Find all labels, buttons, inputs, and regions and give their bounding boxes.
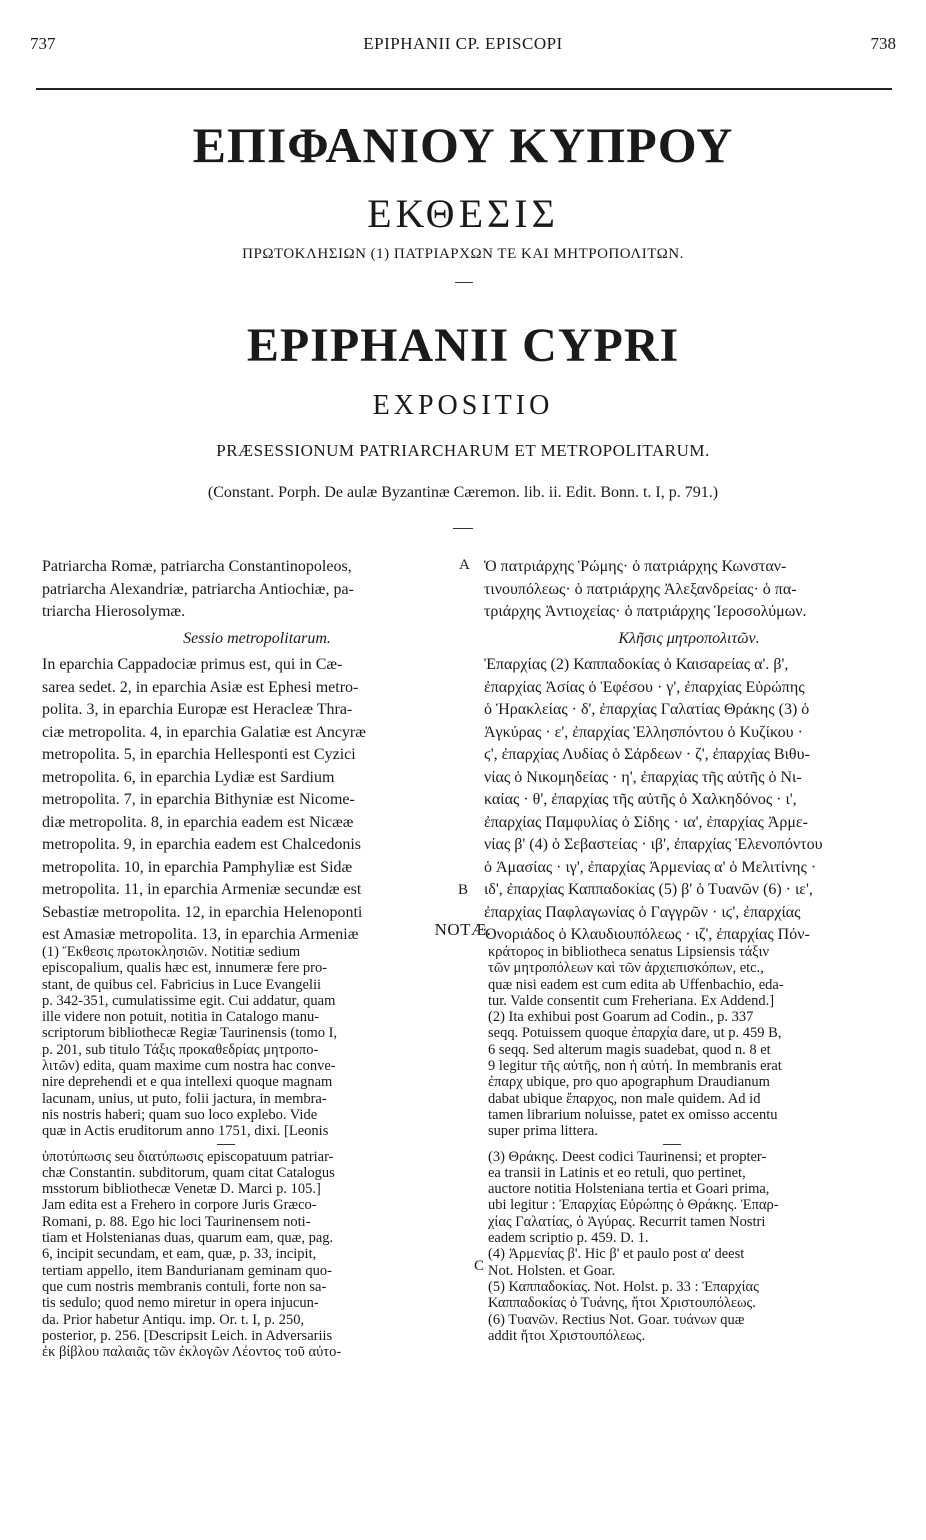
note-line: msstorum bibliothecæ Venetæ D. Marci p. 105.]	[42, 1181, 321, 1198]
note-line: (3) Θράκης. Deest codici Taurinensi; et propter-	[488, 1148, 767, 1165]
page-number-left: 737	[30, 34, 56, 53]
text-line: polita. 3, in eparchia Europæ est Heracleæ Thra-	[42, 701, 353, 718]
title-divider	[455, 282, 473, 283]
note-line: episcopalium, qualis hæc est, innumeræ fere pro-	[42, 960, 328, 977]
text-line: ἐπαρχίας Παφλαγωνίας ὁ Γαγγρῶν · ιϛ', ἐπαρχίας	[484, 903, 801, 921]
note-line: posterior, p. 256. [Descripsit Leich. in Adversariis	[42, 1327, 333, 1344]
note-line: Romani, p. 88. Ego hic loci Taurinensem noti-	[42, 1213, 311, 1230]
text-line: triarcha Hierosolymæ.	[42, 603, 186, 620]
text-line: ὁ Ἀμασίας · ιγ', ἐπαρχίας Ἀρμενίας α' ὁ Μελιτίνης ·	[484, 858, 817, 876]
margin-mark-a: A	[459, 557, 470, 573]
note-line: chæ Constantin. subditorum, quam citat Catalogus	[42, 1164, 335, 1181]
latin-main-title: EPIPHANII CYPRI	[246, 319, 680, 372]
note-line: stant, de quibus cel. Fabricius in Luce Evangelii	[42, 976, 322, 993]
note-line: tis sedulo; quod nemo miretur in opera injucun-	[42, 1295, 319, 1312]
running-head	[30, 34, 896, 56]
text-line: diæ metropolita. 8, in eparchia eadem est Nicææ	[42, 813, 354, 831]
latin-section-title: Sessio metropolitarum.	[183, 629, 331, 647]
note-line: 6, incipit secundam, et eam, quæ, p. 33, incipit,	[42, 1246, 317, 1263]
text-line: Patriarcha Romæ, patriarcha Constantinopoleos,	[42, 558, 352, 575]
note-line: ille videre non potuit, notitia in Catalogo manu-	[42, 1009, 320, 1026]
note-line: super prima littera.	[488, 1123, 598, 1140]
text-line: Ὁ πατριάρχης Ῥώμης· ὁ πατριάρχης Κωνσταν-	[484, 558, 787, 575]
note-line: nire deprehendi et e qua intellexi quoque magnam	[42, 1074, 333, 1091]
note-line: scriptorum bibliothecæ Regiæ Taurinensis (tomo I,	[42, 1025, 338, 1042]
text-line: ciæ metropolita. 4, in eparchia Galatiæ est Ancyræ	[42, 723, 366, 741]
notes-divider	[217, 1144, 235, 1145]
latin-body	[42, 654, 472, 947]
text-line: metropolita. 6, in eparchia Lydiæ est Sardium	[42, 768, 335, 786]
greek-subtitle: ΕΚΘΕΣΙΣ	[367, 191, 559, 236]
note-line: Jam edita est a Frehero in corpore Juris Græco-	[42, 1197, 317, 1214]
note-line: quæ nisi eadem est cum edita ab Uffenbachio, eda-	[488, 976, 784, 993]
note-line: (1) Ἔκθεσις πρωτοκλησιῶν. Notitiæ sedium	[42, 944, 301, 960]
note-line: que cum nostris membranis contuli, forte non sa-	[42, 1278, 327, 1295]
notes-left-part-b	[42, 1149, 470, 1361]
note-line: ἐκ βίβλου παλαιᾶς τῶν ἐκλογῶν Λέοντος τοῦ αὐτο-	[42, 1344, 342, 1361]
note-line: p. 201, sub titulo Τάξις προκαθεδρίας μητροπο-	[42, 1041, 319, 1058]
notes-divider	[663, 1144, 681, 1145]
text-line: metropolita. 9, in eparchia eadem est Chalcedonis	[42, 836, 361, 853]
text-line: est Amasiæ metropolita. 13, in eparchia Armeniæ	[42, 926, 359, 943]
notes-left-part-a	[42, 944, 470, 1140]
note-line: (2) Ita exhibui post Goarum ad Codin., p. 337	[488, 1009, 754, 1026]
header-rule	[36, 88, 892, 90]
note-line: seqq. Potuissem quoque ἐπαρχία dare, ut p. 459 B,	[488, 1025, 782, 1042]
text-line: τριάρχης Ἀντιοχείας· ὁ πατριάρχης Ἱεροσολύμων.	[484, 603, 807, 620]
notes-left-column	[42, 944, 470, 1360]
text-line: metropolita. 7, in eparchia Bithyniæ est Nicome-	[42, 791, 355, 808]
text-line: Ἐπαρχίας (2) Καππαδοκίας ὁ Καισαρείας α'. β',	[484, 656, 789, 673]
text-line: ιδ', ἐπαρχίας Καππαδοκίας (5) β' ὁ Τυανῶν (6) · ιε',	[484, 881, 813, 898]
notes-heading: NOTÆ.	[434, 920, 492, 939]
note-line: τῶν μητροπόλεων καὶ τῶν ἀρχιεπισκόπων, etc.,	[488, 960, 764, 977]
text-line: ὁ Ἡρακλείας · δ', ἐπαρχίας Γαλατίας Θράκης (3) ὁ	[484, 701, 810, 718]
note-line: tiam et Holstenianas duas, quarum eam, quæ, pag.	[42, 1230, 334, 1247]
page-number-right: 738	[870, 34, 896, 53]
text-line: metropolita. 10, in eparchia Pamphyliæ est Sidæ	[42, 858, 353, 876]
text-line: In eparchia Cappadociæ primus est, qui in Cæ-	[42, 656, 343, 673]
greek-column	[484, 556, 894, 947]
text-line: νίας β' (4) ὁ Σεβαστείας · ιβ', ἐπαρχίας Ἑλενοπόντου	[484, 836, 823, 853]
greek-intro	[484, 556, 894, 624]
notes-right-part-b	[488, 1149, 898, 1345]
note-line: da. Prior habetur Antiqu. imp. Or. t. I, p. 250,	[42, 1311, 305, 1328]
note-line: ea transii in Latinis et eo retuli, quo pertinet,	[488, 1164, 746, 1181]
note-line: quæ in Actis eruditorum anno 1751, dixi. [Leonis	[42, 1123, 329, 1140]
text-line: καίας · θ', ἐπαρχίας τῆς αὐτῆς ὁ Χαλκηδόνος · ι',	[484, 791, 797, 808]
note-line: lacunam, unius, ut puto, folii jactura, in membra-	[42, 1090, 327, 1107]
note-line: (6) Τυανῶν. Rectius Not. Goar. τυάνων quæ	[488, 1311, 745, 1328]
greek-main-title: ΕΠΙΦΑΝΙΟΥ ΚΥΠΡΟΥ	[192, 117, 734, 173]
greek-section-title: Κλῆσις μητροπολιτῶν.	[618, 629, 760, 647]
text-line: Ὁνοριάδος ὁ Κλαυδιουπόλεως · ιζ', ἐπαρχίας Πόν-	[484, 926, 810, 943]
note-line: eadem scriptio p. 459. D. 1.	[488, 1230, 649, 1247]
note-line: ubi legitur : Ἐπαρχίας Εὐρώπης ὁ Θράκης. Ἐπαρ-	[488, 1197, 779, 1214]
notes-right-column	[488, 944, 898, 1344]
greek-title-line: ΠΡΩΤΟΚΛΗΣΙΩΝ (1) ΠΑΤΡΙΑΡΧΩΝ ΤΕ ΚΑΙ ΜΗΤΡΟΠΟΛΙΤΩΝ.	[242, 246, 684, 262]
text-line: metropolita. 5, in eparchia Hellesponti est Cyzici	[42, 746, 356, 763]
text-line: metropolita. 11, in eparchia Armeniæ secundæ est	[42, 881, 362, 898]
note-line: κράτορος in bibliotheca senatus Lipsiensis τάξιν	[488, 944, 770, 960]
note-line: tamen librarium noluisse, patet ex omisso accentu	[488, 1106, 778, 1123]
margin-mark-c: C	[474, 1258, 485, 1274]
notes-right-part-a	[488, 944, 898, 1140]
note-line: auctore notitia Holsteniana tertia et Goari prima,	[488, 1181, 770, 1198]
note-line: tur. Valde consentit cum Freheriana. Ex Addend.]	[488, 992, 775, 1009]
note-line: ὑποτύπωσις seu διατύπωσις episcopatuum patriar-	[42, 1148, 334, 1165]
text-line: ἐπαρχίας Παμφυλίας ὁ Σίδης · ια', ἐπαρχίας Ἀρμε-	[484, 813, 808, 831]
note-line: χίας Γαλατίας, ὁ Ἀγύρας. Recurrit tamen Nostri	[488, 1213, 766, 1230]
text-line: Ἀγκύρας · ε', ἐπαρχίας Ἑλλησπόντου ὁ Κυζίκου ·	[484, 723, 803, 741]
note-line: λιτῶν) edita, quam maxime cum nostra hac conve-	[42, 1058, 336, 1075]
text-line: Sebastiæ metropolita. 12, in eparchia Helenoponti	[42, 903, 363, 921]
text-line: τινουπόλεως· ὁ πατριάρχης Ἀλεξανδρείας· ὁ πα-	[484, 580, 797, 598]
text-line: patriarcha Alexandriæ, patriarcha Antiochiæ, pa-	[42, 580, 354, 598]
note-line: (4) Ἀρμενίας β'. Hic β' et paulo post α' deest	[488, 1246, 745, 1263]
text-line: ἐπαρχίας Ἀσίας ὁ Ἐφέσου · γ', ἐπαρχίας Εὐρώπης	[484, 678, 805, 696]
text-line: νίας ὁ Νικομηδείας · η', ἐπαρχίας τῆς αὐτῆς ὁ Νι-	[484, 768, 802, 786]
source-citation: (Constant. Porph. De aulæ Byzantinæ Cæremon. lib. ii. Edit. Bonn. t. I, p. 791.)	[207, 484, 719, 501]
latin-column	[42, 556, 472, 947]
text-line: ϛ', ἐπαρχίας Λυδίας ὁ Σάρδεων · ζ', ἐπαρχίας Βιθυ-	[484, 746, 810, 763]
greek-body	[484, 654, 894, 947]
note-line: ἐπαρχ ubique, pro quo apographum Draudianum	[488, 1074, 770, 1091]
running-title: EPIPHANII CP. EPISCOPI	[363, 34, 563, 53]
latin-subtitle: EXPOSITIO	[372, 390, 554, 421]
note-line: Not. Holsten. et Goar.	[488, 1262, 616, 1279]
latin-title-line: PRÆSESSIONUM PATRIARCHARUM ET METROPOLITARUM.	[216, 441, 710, 460]
latin-intro	[42, 556, 472, 624]
note-line: 9 legitur τῆς αὐτῆς, non ἡ αὐτή. In membranis erat	[488, 1058, 782, 1075]
note-line: p. 342-351, cumulatissime egit. Cui addatur, quam	[42, 992, 336, 1009]
margin-mark-b: B	[458, 882, 469, 898]
note-line: (5) Καππαδοκίας. Not. Holst. p. 33 : Ἐπαρχίας	[488, 1278, 759, 1295]
note-line: 6 seqq. Sed alterum magis suadebat, quod n. 8 et	[488, 1041, 771, 1058]
section-divider	[453, 528, 473, 529]
note-line: nis nostris haberi; quam suo loco explebo. Vide	[42, 1106, 318, 1123]
text-line: sarea sedet. 2, in eparchia Asiæ est Ephesi metro-	[42, 678, 359, 696]
note-line: addit ἤτοι Χριστουπόλεως.	[488, 1327, 646, 1344]
note-line: Καππαδοκίας ὁ Τυάνης, ἤτοι Χριστουπόλεως.	[488, 1295, 756, 1312]
note-line: tertiam appello, item Bandurianam geminam quo-	[42, 1262, 332, 1279]
note-line: dabat ubique ἔπαρχος, non male quidem. Ad id	[488, 1090, 761, 1107]
